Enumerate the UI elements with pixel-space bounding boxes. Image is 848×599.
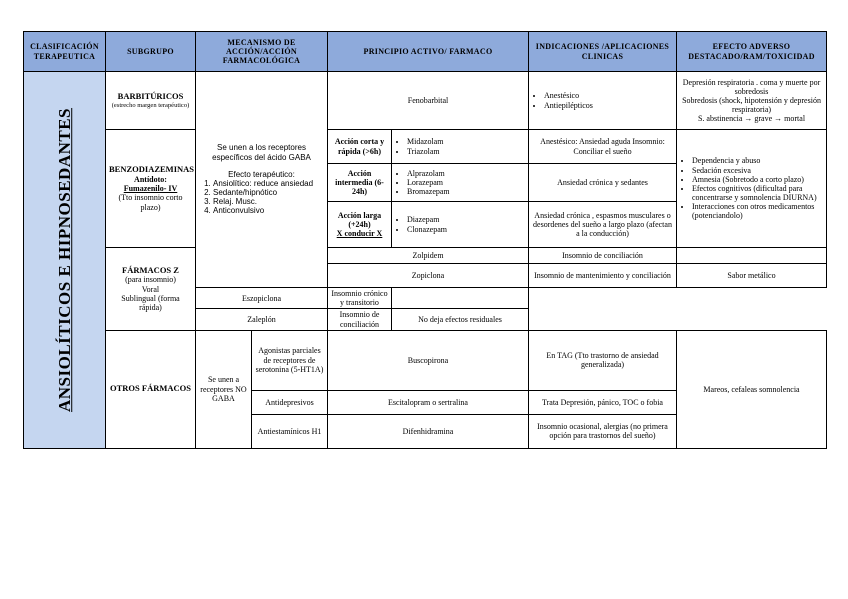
zdrug-adverse — [392, 288, 529, 309]
benzo-indication-intermediate: Ansiedad crónica y sedantes — [529, 164, 677, 202]
benzo-drugs-long — [392, 202, 529, 248]
otros-subgroup — [106, 330, 196, 448]
indication-item: • Anestésico — [544, 91, 673, 100]
barbituricos-adverse — [677, 72, 827, 130]
otros-row-1 — [24, 330, 827, 390]
zdrug-row-1 — [24, 248, 827, 264]
drug-item: • Clonazepam — [407, 225, 525, 234]
benzo-action-intermediate: Acción intermedia (6-24h) — [328, 164, 392, 202]
indication-item: • Antiepilépticos — [544, 101, 673, 110]
benzo-action-long-label: Acción larga (+24h) — [337, 210, 382, 229]
otros-indication: Trata Depresión, pánico, TOC o fobia — [529, 390, 677, 414]
adverse-item: • Efectos cognitivos (dificultad para concentrarse y somnolencia DIURNA) — [692, 184, 823, 202]
benzo-title: BENZODIAZEMINAS — [109, 164, 195, 175]
barbituricos-title: BARBITÚRICOS — [117, 90, 184, 101]
benzo-adverse — [677, 130, 827, 248]
header-clasificacion: CLASIFICACIÓN TERAPEUTICA — [24, 32, 106, 72]
header-subgrupo: SUBGRUPO — [106, 32, 196, 72]
adverse-line: Depresión respiratoria . coma y muerte por sobredosis — [682, 77, 821, 96]
zdrugs-note: Voral — [141, 284, 160, 294]
otros-drug: Escitalopram o sertralina — [328, 390, 529, 414]
benzo-drugs-intermediate — [392, 164, 529, 202]
adverse-item: • Amnesia (Sobretodo a corto plazo) — [692, 175, 823, 184]
benzo-action-long — [328, 202, 392, 248]
zdrug-name: Zaleplón — [196, 309, 328, 330]
zdrug-indication: Insomnio de conciliación — [529, 248, 677, 264]
gaba-effect-list — [199, 179, 324, 216]
header-indicaciones: INDICACIONES /APLICACIONES CLINICAS — [529, 32, 677, 72]
zdrug-indication: Insomnio crónico y transitorio — [328, 288, 392, 309]
gaba-effect-item: 1. Ansiolítico: reduce ansiedad — [213, 179, 324, 188]
zdrugs-title: FÁRMACOS Z — [122, 264, 179, 275]
header-efecto: EFECTO ADVERSO DESTACADO/RAM/TOXICIDAD — [677, 32, 827, 72]
adverse-item: • Sedación excesiva — [692, 166, 823, 175]
drug-classification-table — [23, 31, 827, 449]
otros-adverse: Mareos, cefaleas somnolencia — [677, 330, 827, 448]
otros-drug: Buscopirona — [328, 330, 529, 390]
benzo-subgroup — [106, 130, 196, 248]
otros-type: Antiestamínicos H1 — [252, 414, 328, 448]
zdrugs-note: Sublingual (forma rápida) — [121, 293, 180, 312]
otros-indication: En TAG (Tto trastorno de ansiedad generalizada) — [529, 330, 677, 390]
otros-mechanism: Se unen a receptores NO GABA — [196, 330, 252, 448]
benzo-action-short: Acción corta y rápida (>6h) — [328, 130, 392, 164]
adverse-line: Sobredosis (shock, hipotensión y depresión respiratoria) — [682, 95, 821, 115]
zdrug-adverse — [677, 248, 827, 264]
otros-type: Agonistas parciales de receptores de serotonina (5-HT1A) — [252, 330, 328, 390]
barbituricos-note: (estrecho margen terapéutico) — [111, 101, 190, 109]
gaba-mechanism-cell — [196, 72, 328, 288]
adverse-item: • Interacciones con otros medicamentos (potenciandolo) — [692, 202, 823, 220]
classification-cell — [24, 72, 106, 449]
header-mecanismo: MECANISMO DE ACCIÓN/ACCIÓN FARMACOLÓGICA — [196, 32, 328, 72]
gaba-effect-item: 4. Anticonvulsivo — [213, 206, 324, 215]
benzo-action-long-warning: X conducir X — [336, 229, 383, 239]
barbituricos-indications — [529, 72, 677, 130]
drug-item: • Lorazepam — [407, 178, 525, 187]
drug-item: • Bromazepam — [407, 187, 525, 196]
otros-type: Antidepresivos — [252, 390, 328, 414]
gaba-mechanism-text: Se unen a los receptores específicos del ácido GABA — [212, 143, 311, 162]
adverse-item: • Dependencia y abuso — [692, 156, 823, 165]
drug-item: • Alprazolam — [407, 169, 525, 178]
zdrug-name: Zopiclona — [328, 264, 529, 288]
drug-item: • Midazolam — [407, 137, 525, 146]
barbituricos-drug: Fenobarbital — [328, 72, 529, 130]
benzo-row-1 — [24, 130, 827, 164]
zdrug-adverse: No deja efectos residuales — [392, 309, 529, 330]
drug-item: • Triazolam — [407, 147, 525, 156]
gaba-effect-title: Efecto terapéutico: — [228, 169, 295, 179]
classification-label: ANSIOLÍTICOS E HIPNOSEDANTES — [54, 107, 74, 412]
barbituricos-row — [24, 72, 827, 130]
otros-title: OTROS FÁRMACOS — [110, 383, 191, 394]
benzo-note: (Tto insomnio corto plazo) — [118, 193, 183, 212]
zdrugs-note: (para insomnio) — [125, 275, 176, 285]
header-principio: PRINCIPIO ACTIVO/ FARMACO — [328, 32, 529, 72]
drug-item: • Diazepam — [407, 215, 525, 224]
zdrug-name: Eszopiclona — [196, 288, 328, 309]
benzo-drugs-short — [392, 130, 529, 164]
zdrugs-subgroup — [106, 248, 196, 331]
benzo-antidote: Fumazenilo- IV — [123, 184, 178, 194]
gaba-effect-item: 2. Sedante/hipnótico — [213, 188, 324, 197]
benzo-indication-short: Anestésico: Ansiedad aguda Insomnio: Conciliar el sueño — [529, 130, 677, 164]
barbituricos-subgroup — [106, 72, 196, 130]
header-row — [24, 32, 827, 72]
benzo-antidote-label: Antídoto: — [134, 175, 167, 184]
zdrug-indication: Insomnio de mantenimiento y conciliación — [529, 264, 677, 288]
zdrug-adverse: Sabor metálico — [677, 264, 827, 288]
gaba-effect-item: 3. Relaj. Musc. — [213, 197, 324, 206]
zdrug-name: Zolpidem — [328, 248, 529, 264]
benzo-indication-long: Ansiedad crónica , espasmos musculares o desordenes del sueño a largo plazo (afectan a la conducción) — [529, 202, 677, 248]
adverse-line: S. abstinencia → grave → mortal — [697, 114, 806, 124]
otros-drug: Difenhidramina — [328, 414, 529, 448]
otros-indication: Insomnio ocasional, alergias (no primera opción para trastornos del sueño) — [529, 414, 677, 448]
zdrug-indication: Insomnio de conciliación — [328, 309, 392, 330]
